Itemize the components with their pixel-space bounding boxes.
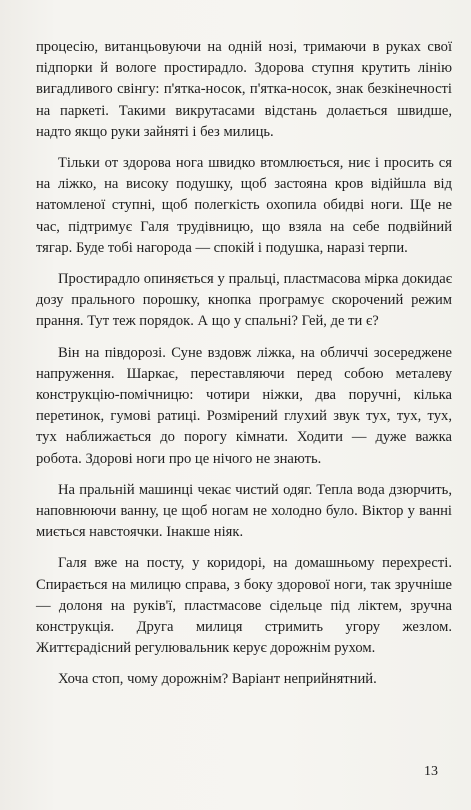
paragraph-4: Він на півдорозі. Суне вздовж ліжка, на обличчі зосереджене напруження. Шаркає, переставляючи перед собою металеву конструкцію-помічницю: чотири ніжки, два поручні, кілька перетинок, гумові ратиці. Розмірений глухий звук тух, тух, тух, тух наближається до порогу кімнати. Ходити — дуже важка робота. Здорові ноги про це нічого не знають. [36,344,452,467]
body-text [36,37,452,701]
paragraph-5: На пральній машинці чекає чистий одяг. Тепла вода дзюрчить, наповнюючи ванну, це щоб ногам не холодно було. Віктор у ванні миється навстоячки. Інакше ніяк. [36,481,452,541]
paragraph-7: Хоча стоп, чому дорожнім? Варіант неприйнятний. [58,671,377,688]
paragraph-1: процесію, витанцьовуючи на одній нозі, тримаючи в руках свої підпорки й вологе простирадло. Здорова ступня крутить лінію вигадливого свінгу: п'ятка-носок, п'ятка-носок, знак безкінечності на паркеті. Такими викрутасами відстань долається швидше, надто якщо руки зайняті і без милиць. [36,39,452,140]
paragraph-3: Простирадло опиняється у пральці, пластмасова мірка докидає дозу прального порошку, кнопка програмує скорочений режим прання. Тут теж порядок. А що у спальні? Гей, де ти є? [36,271,452,330]
paragraph-6: Галя вже на посту, у коридорі, на домашньому перехресті. Спирається на милицю справа, з боку здорової ноги, так зручніше — долоня на руків'ї, пластмасове сідельце під ліктем, зручна конструкція. Друга милиця стримить угору жезлом. Життєрадісний регулювальник керує дорожнім рухом. [36,555,452,657]
paragraph-2: Тільки от здорова нога швидко втомлюється, ниє і просить ся на ліжко, на високу подушку, щоб застояна кров відійшла від натомленої ступні, щоб полегкість охопила обидві ноги. Ще не час, підтримує Галя трудівницю, що взяла на себе подвійний тягар. Буде тобі нагорода — спокій і подушка, наразі терпи. [36,155,452,256]
page-number: 13 [424,764,438,779]
